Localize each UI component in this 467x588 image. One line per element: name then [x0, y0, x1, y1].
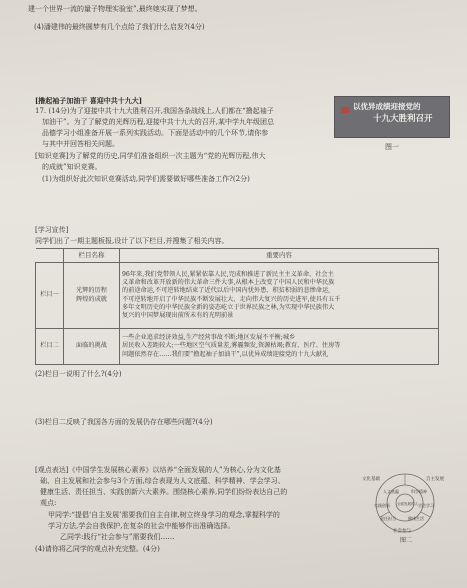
table-row-content-line: 复兴的中国梦展现出前所未有的光明前景	[122, 311, 234, 319]
q17-line-3: 品德学习小组准备开展一系列实践活动。下面是活动中的几个环节,请你参	[42, 129, 269, 137]
figure-1-banner	[334, 96, 450, 138]
q17-line-1: 17. (14分)为了迎接中共十九大胜利召开,我国各条战线上,人们都在“撸起袖子	[35, 107, 274, 115]
table-row-content-line: 多年文明历史的中华民族全新的姿态屹立于世界民族之林,为实现中华民族伟大	[122, 303, 335, 311]
table-row-name-line: 面临的挑战	[76, 342, 107, 350]
table-row-content-line: 问题依然存在……我们要“撸起袖子加油干”,以优异成绩迎接党的十九大献礼	[122, 350, 329, 358]
q17-line-2: 加油干”。为了了解党的光辉历程,迎接中共十九大的召开,某中学九年级团总	[42, 118, 275, 126]
q17-question-1: (1)为组织好此次知识竞赛活动,同学们需要做好哪些准备工作?(2分)	[42, 175, 250, 183]
table-row-content-line: 一些企业追求经济效益,生产经营事故不断;地区发展不平衡;城乡	[122, 334, 296, 342]
q17-line-6: 的成就”知识竞赛。	[42, 163, 102, 171]
figure-1-label: 图一	[385, 143, 399, 151]
table-row-name	[64, 329, 120, 365]
viewpoint-line-6: 学习方法,学会自我保护,在复杂的社会中能够作出准确选择。	[48, 522, 235, 530]
table-row-content-line: 义革命和改革开放新的伟大革命三件大事,从根本上改变了中国人民和中华民族	[122, 279, 335, 287]
viewpoint-line-7: 乙同学:践行“社会参与”需要我们……	[60, 533, 175, 541]
table-row-name	[64, 263, 120, 329]
question-2: (2)栏目一说明了什么?(4分)	[35, 370, 122, 378]
table-row-label: 栏目一	[36, 263, 64, 329]
publicity-title: [学习宣传]	[35, 226, 69, 234]
flag-icon	[341, 107, 349, 113]
table-row-content-line: 不可逆转地开启了中华民族不断发展壮大、走向伟大复兴的历史进军,使具有五千	[122, 295, 341, 303]
figure-2-label-social: 社会参与	[393, 529, 411, 534]
top-text-line-1: 建一个世界一流的量子物理实验室”,最终她实现了梦想。	[28, 5, 202, 13]
top-question-4: (4)潘建伟的最终圆梦有几个点给了我们什么启发?(4分)	[34, 23, 205, 31]
table-header-row	[36, 249, 439, 263]
viewpoint-line-1: [观点表达]《中国学生发展核心素养》以培养“全面发展的人”为核心,分为文化基	[35, 466, 281, 474]
q17-line-5: [知识竞赛]为了解党的历史,同学们准备组织一次主题为“党的光辉历程,伟大	[35, 152, 266, 160]
figure-2-label-innovation: 实践创新	[374, 503, 390, 508]
table-header-content: 重要内容	[120, 249, 439, 263]
table-row	[36, 263, 439, 329]
table-row-content	[120, 329, 439, 365]
table-row-name-line: 辉煌的成就	[76, 295, 107, 303]
q17-line-4: 与其中并回答相关问题。	[42, 140, 119, 148]
figure-2-label-humanities: 人文底蕴	[383, 489, 399, 494]
content-table	[35, 248, 439, 365]
figure-2-label-responsibility: 责任担当	[380, 516, 396, 521]
table-row-content-line: 96年来,我们党带领人民,紧紧依靠人民,完成和推进了新民主主义革命、社会主	[122, 270, 334, 278]
figure-2-label: 图二	[400, 537, 413, 544]
table-row	[36, 329, 439, 365]
table-row-label: 栏目二	[36, 329, 64, 365]
table-row-content	[120, 263, 439, 329]
table-row-content-line: 的前途命运,不可逆转地结束了近代以后中国内忧外患、积贫积弱的悲惨命运,	[122, 287, 331, 295]
figure-2-label-science: 科学精神	[411, 489, 427, 494]
viewpoint-line-2: 础、自主发展和社会参与3个方面,综合表现为人文底蕴、科学精神、学会学习、	[40, 477, 285, 485]
figure-2-label-learning: 学会学习	[418, 503, 434, 508]
section-header: [撸起袖子加油干 喜迎中共十九大]	[35, 96, 143, 105]
question-4: (4)请你将乙同学的观点补充完整。(4分)	[35, 545, 160, 553]
figure-1-caption-line-1: 以优异成绩迎接党的	[353, 102, 421, 111]
figure-2-label-self: 自主发展	[426, 477, 444, 482]
figure-1-caption-line-2: 十九大胜利召开	[373, 114, 433, 124]
table-row-content-line: 居民收入差距较大;一些地区空气质量差,雾霾频发,资源枯竭;教育、医疗、住房等	[122, 342, 341, 350]
figure-2-label-health: 健康生活	[408, 516, 424, 521]
table-row-name-line: 光辉的历程	[76, 287, 107, 295]
figure-2-diagram	[360, 472, 450, 542]
viewpoint-line-4: 观点:	[40, 499, 57, 507]
figure-2-label-culture: 文化基础	[362, 477, 380, 482]
question-3: (3)栏目二反映了我国各方面的发展仍存在哪些问题?(4分)	[35, 418, 213, 426]
publicity-intro: 同学们出了一期主题板报,设计了以下栏目,并搜集了相关内容。	[35, 237, 229, 245]
figure-2-center-label: 全面发展的人	[397, 502, 418, 506]
viewpoint-line-5: 甲同学:“提倡‘自主发展’需要我们自主自律,树立终身学习的观念,掌握科学的	[48, 511, 280, 519]
viewpoint-line-3: 健康生活、责任担当、实践创新六大素养。围绕核心素养,同学们纷纷表达自己的	[40, 488, 288, 496]
table-header-column-name: 栏目名称	[64, 249, 120, 263]
